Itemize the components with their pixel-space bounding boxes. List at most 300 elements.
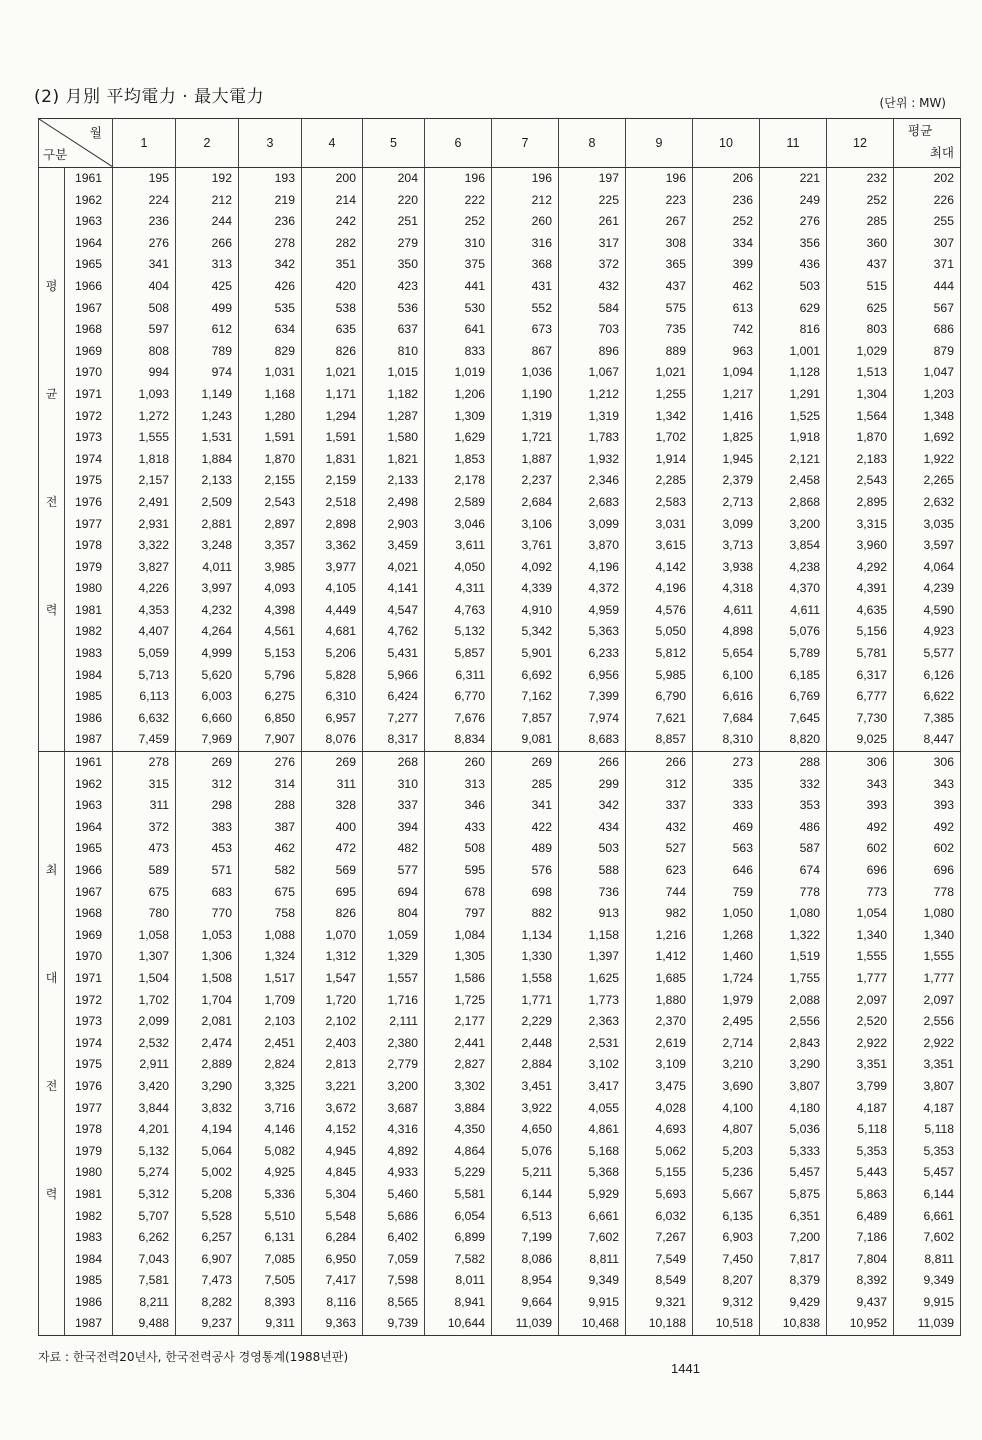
value-cell: 1,555	[827, 946, 894, 968]
value-cell: 797	[425, 903, 492, 925]
value-cell: 5,229	[425, 1162, 492, 1184]
value-cell: 1,088	[239, 925, 302, 947]
value-cell: 9,311	[239, 1313, 302, 1335]
month-header: 11	[760, 119, 827, 168]
value-cell: 9,349	[559, 1270, 626, 1292]
value-cell: 335	[693, 774, 760, 796]
summary-cell: 5,118	[894, 1119, 961, 1141]
value-cell: 425	[176, 276, 239, 298]
value-cell: 4,807	[693, 1119, 760, 1141]
value-cell: 8,954	[492, 1270, 559, 1292]
value-cell: 3,417	[559, 1076, 626, 1098]
value-cell: 269	[176, 752, 239, 774]
value-cell: 4,898	[693, 621, 760, 643]
value-cell: 343	[827, 774, 894, 796]
value-cell: 372	[113, 817, 176, 839]
value-cell: 6,262	[113, 1227, 176, 1249]
value-cell: 4,146	[239, 1119, 302, 1141]
summary-cell: 4,923	[894, 621, 961, 643]
year-cell: 1963	[65, 211, 113, 233]
summary-cell: 1,777	[894, 968, 961, 990]
value-cell: 5,155	[626, 1162, 693, 1184]
value-cell: 6,899	[425, 1227, 492, 1249]
value-cell: 3,870	[559, 535, 626, 557]
value-cell: 4,196	[626, 578, 693, 600]
value-cell: 5,443	[827, 1162, 894, 1184]
table-row	[39, 514, 961, 536]
value-cell: 5,686	[363, 1206, 425, 1228]
value-cell: 3,832	[176, 1098, 239, 1120]
value-cell: 342	[559, 795, 626, 817]
value-cell: 221	[760, 168, 827, 190]
year-cell: 1981	[65, 1184, 113, 1206]
year-cell: 1987	[65, 1313, 113, 1335]
value-cell: 736	[559, 882, 626, 904]
table-row	[39, 946, 961, 968]
value-cell: 5,168	[559, 1141, 626, 1163]
value-cell: 5,929	[559, 1184, 626, 1206]
value-cell: 214	[302, 190, 363, 212]
value-cell: 334	[693, 233, 760, 255]
summary-cell: 686	[894, 319, 961, 341]
value-cell: 9,739	[363, 1313, 425, 1335]
table-row	[39, 990, 961, 1012]
value-cell: 273	[693, 752, 760, 774]
value-cell: 332	[760, 774, 827, 796]
value-cell: 266	[176, 233, 239, 255]
value-cell: 315	[113, 774, 176, 796]
value-cell: 266	[559, 752, 626, 774]
value-cell: 2,081	[176, 1011, 239, 1033]
table-row	[39, 903, 961, 925]
value-cell: 808	[113, 341, 176, 363]
value-cell: 387	[239, 817, 302, 839]
value-cell: 4,999	[176, 643, 239, 665]
value-cell: 9,081	[492, 729, 559, 751]
value-cell: 7,730	[827, 708, 894, 730]
value-cell: 393	[827, 795, 894, 817]
value-cell: 2,495	[693, 1011, 760, 1033]
value-cell: 372	[559, 254, 626, 276]
table-row	[39, 233, 961, 255]
value-cell: 3,807	[760, 1076, 827, 1098]
value-cell: 2,843	[760, 1033, 827, 1055]
value-cell: 360	[827, 233, 894, 255]
summary-cell: 343	[894, 774, 961, 796]
value-cell: 2,229	[492, 1011, 559, 1033]
value-cell: 3,106	[492, 514, 559, 536]
value-cell: 492	[827, 817, 894, 839]
table-row	[39, 341, 961, 363]
value-cell: 5,857	[425, 643, 492, 665]
value-cell: 1,319	[559, 406, 626, 428]
year-cell: 1967	[65, 882, 113, 904]
summary-cell: 1,555	[894, 946, 961, 968]
table-row	[39, 406, 961, 428]
value-cell: 375	[425, 254, 492, 276]
value-cell: 6,489	[827, 1206, 894, 1228]
value-cell: 6,956	[559, 665, 626, 687]
table-row	[39, 1184, 961, 1206]
value-cell: 1,755	[760, 968, 827, 990]
value-cell: 612	[176, 319, 239, 341]
value-cell: 2,111	[363, 1011, 425, 1033]
table-row	[39, 578, 961, 600]
value-cell: 4,316	[363, 1119, 425, 1141]
value-cell: 4,945	[302, 1141, 363, 1163]
value-cell: 5,132	[425, 621, 492, 643]
value-cell: 3,099	[693, 514, 760, 536]
year-cell: 1977	[65, 514, 113, 536]
value-cell: 489	[492, 838, 559, 860]
value-cell: 552	[492, 298, 559, 320]
value-cell: 2,779	[363, 1054, 425, 1076]
table-row	[39, 1206, 961, 1228]
group-label-char: 평	[45, 279, 58, 293]
value-cell: 4,635	[827, 600, 894, 622]
summary-cell: 6,126	[894, 665, 961, 687]
value-cell: 4,398	[239, 600, 302, 622]
value-cell: 195	[113, 168, 176, 190]
value-cell: 634	[239, 319, 302, 341]
value-cell: 1,319	[492, 406, 559, 428]
value-cell: 503	[760, 276, 827, 298]
source-note: 자료 : 한국전력20년사, 한국전력공사 경영통계(1988년판)	[38, 1350, 349, 1364]
value-cell: 2,099	[113, 1011, 176, 1033]
value-cell: 482	[363, 838, 425, 860]
value-cell: 7,804	[827, 1249, 894, 1271]
value-cell: 2,583	[626, 492, 693, 514]
year-cell: 1983	[65, 1227, 113, 1249]
value-cell: 2,177	[425, 1011, 492, 1033]
value-cell: 5,548	[302, 1206, 363, 1228]
value-cell: 536	[363, 298, 425, 320]
value-cell: 577	[363, 860, 425, 882]
year-cell: 1982	[65, 1206, 113, 1228]
value-cell: 6,907	[176, 1249, 239, 1271]
summary-cell: 8,447	[894, 729, 961, 751]
value-cell: 279	[363, 233, 425, 255]
value-cell: 328	[302, 795, 363, 817]
value-cell: 1,305	[425, 946, 492, 968]
value-cell: 9,437	[827, 1292, 894, 1314]
value-cell: 313	[425, 774, 492, 796]
value-cell: 8,282	[176, 1292, 239, 1314]
value-cell: 252	[693, 211, 760, 233]
year-cell: 1979	[65, 1141, 113, 1163]
value-cell: 1,720	[302, 990, 363, 1012]
summary-cell: 2,097	[894, 990, 961, 1012]
value-cell: 789	[176, 341, 239, 363]
value-cell: 7,399	[559, 686, 626, 708]
value-cell: 2,683	[559, 492, 626, 514]
value-cell: 1,070	[302, 925, 363, 947]
value-cell: 341	[113, 254, 176, 276]
value-cell: 4,318	[693, 578, 760, 600]
value-cell: 4,693	[626, 1119, 693, 1141]
value-cell: 1,280	[239, 406, 302, 428]
table-row	[39, 254, 961, 276]
value-cell: 5,304	[302, 1184, 363, 1206]
value-cell: 3,615	[626, 535, 693, 557]
table-body	[39, 168, 961, 1336]
value-cell: 3,221	[302, 1076, 363, 1098]
value-cell: 3,672	[302, 1098, 363, 1120]
table-row	[39, 211, 961, 233]
value-cell: 285	[827, 211, 894, 233]
value-cell: 6,351	[760, 1206, 827, 1228]
value-cell: 4,372	[559, 578, 626, 600]
value-cell: 288	[760, 752, 827, 774]
value-cell: 515	[827, 276, 894, 298]
value-cell: 8,211	[113, 1292, 176, 1314]
value-cell: 313	[176, 254, 239, 276]
year-cell: 1961	[65, 752, 113, 774]
value-cell: 3,611	[425, 535, 492, 557]
value-cell: 3,844	[113, 1098, 176, 1120]
value-cell: 527	[626, 838, 693, 860]
value-cell: 6,903	[693, 1227, 760, 1249]
summary-cell: 7,602	[894, 1227, 961, 1249]
value-cell: 2,931	[113, 514, 176, 536]
value-cell: 4,611	[760, 600, 827, 622]
value-cell: 2,897	[239, 514, 302, 536]
value-cell: 2,911	[113, 1054, 176, 1076]
value-cell: 223	[626, 190, 693, 212]
value-cell: 2,895	[827, 492, 894, 514]
value-cell: 6,135	[693, 1206, 760, 1228]
year-cell: 1971	[65, 384, 113, 406]
value-cell: 9,312	[693, 1292, 760, 1314]
value-cell: 1,050	[693, 903, 760, 925]
value-cell: 7,598	[363, 1270, 425, 1292]
value-cell: 196	[626, 168, 693, 190]
value-cell: 5,581	[425, 1184, 492, 1206]
value-cell: 8,941	[425, 1292, 492, 1314]
value-cell: 314	[239, 774, 302, 796]
value-cell: 8,811	[559, 1249, 626, 1271]
value-cell: 219	[239, 190, 302, 212]
value-cell: 641	[425, 319, 492, 341]
value-cell: 1,307	[113, 946, 176, 968]
value-cell: 1,416	[693, 406, 760, 428]
value-cell: 637	[363, 319, 425, 341]
value-cell: 3,362	[302, 535, 363, 557]
table-row	[39, 860, 961, 882]
month-header: 2	[176, 119, 239, 168]
value-cell: 4,864	[425, 1141, 492, 1163]
value-cell: 426	[239, 276, 302, 298]
table-row	[39, 427, 961, 449]
value-cell: 683	[176, 882, 239, 904]
value-cell: 5,118	[827, 1119, 894, 1141]
value-cell: 4,391	[827, 578, 894, 600]
value-cell: 308	[626, 233, 693, 255]
value-cell: 5,312	[113, 1184, 176, 1206]
value-cell: 3,109	[626, 1054, 693, 1076]
value-cell: 3,799	[827, 1076, 894, 1098]
value-cell: 882	[492, 903, 559, 925]
value-cell: 5,431	[363, 643, 425, 665]
value-cell: 759	[693, 882, 760, 904]
value-cell: 1,555	[113, 427, 176, 449]
value-cell: 1,914	[626, 449, 693, 471]
group-label-char: 력	[45, 1186, 58, 1201]
value-cell: 1,513	[827, 362, 894, 384]
value-cell: 6,275	[239, 686, 302, 708]
table-row	[39, 276, 961, 298]
summary-cell: 226	[894, 190, 961, 212]
value-cell: 4,152	[302, 1119, 363, 1141]
value-cell: 595	[425, 860, 492, 882]
value-cell: 6,790	[626, 686, 693, 708]
value-cell: 1,312	[302, 946, 363, 968]
summary-cell: 567	[894, 298, 961, 320]
value-cell: 735	[626, 319, 693, 341]
summary-cell: 9,915	[894, 1292, 961, 1314]
value-cell: 5,050	[626, 621, 693, 643]
value-cell: 1,853	[425, 449, 492, 471]
value-cell: 4,238	[760, 557, 827, 579]
table-row	[39, 1249, 961, 1271]
value-cell: 1,309	[425, 406, 492, 428]
value-cell: 8,834	[425, 729, 492, 751]
value-cell: 1,128	[760, 362, 827, 384]
year-cell: 1970	[65, 362, 113, 384]
value-cell: 696	[827, 860, 894, 882]
table-row	[39, 1098, 961, 1120]
value-cell: 2,285	[626, 470, 693, 492]
value-cell: 1,945	[693, 449, 760, 471]
value-cell: 6,233	[559, 643, 626, 665]
value-cell: 1,887	[492, 449, 559, 471]
table-row	[39, 1054, 961, 1076]
value-cell: 7,459	[113, 729, 176, 751]
value-cell: 383	[176, 817, 239, 839]
value-cell: 6,616	[693, 686, 760, 708]
value-cell: 1,304	[827, 384, 894, 406]
value-cell: 3,351	[827, 1054, 894, 1076]
value-cell: 1,870	[827, 427, 894, 449]
table-row	[39, 1313, 961, 1335]
summary-cell: 307	[894, 233, 961, 255]
value-cell: 5,707	[113, 1206, 176, 1228]
value-cell: 6,311	[425, 665, 492, 687]
value-cell: 3,102	[559, 1054, 626, 1076]
value-cell: 6,950	[302, 1249, 363, 1271]
value-cell: 1,019	[425, 362, 492, 384]
year-cell: 1968	[65, 903, 113, 925]
table-row	[39, 838, 961, 860]
value-cell: 311	[302, 774, 363, 796]
value-cell: 1,287	[363, 406, 425, 428]
value-cell: 5,076	[492, 1141, 559, 1163]
value-cell: 7,974	[559, 708, 626, 730]
table-row	[39, 925, 961, 947]
value-cell: 1,322	[760, 925, 827, 947]
value-cell: 3,761	[492, 535, 559, 557]
value-cell: 6,692	[492, 665, 559, 687]
value-cell: 2,520	[827, 1011, 894, 1033]
value-cell: 7,450	[693, 1249, 760, 1271]
value-cell: 2,922	[827, 1033, 894, 1055]
value-cell: 4,142	[626, 557, 693, 579]
value-cell: 278	[239, 233, 302, 255]
value-cell: 5,064	[176, 1141, 239, 1163]
value-cell: 6,632	[113, 708, 176, 730]
year-cell: 1964	[65, 233, 113, 255]
value-cell: 6,513	[492, 1206, 559, 1228]
value-cell: 10,468	[559, 1313, 626, 1335]
value-cell: 810	[363, 341, 425, 363]
value-cell: 3,210	[693, 1054, 760, 1076]
value-cell: 8,857	[626, 729, 693, 751]
value-cell: 2,868	[760, 492, 827, 514]
year-cell: 1984	[65, 665, 113, 687]
summary-cell: 5,577	[894, 643, 961, 665]
value-cell: 2,903	[363, 514, 425, 536]
year-cell: 1970	[65, 946, 113, 968]
value-cell: 804	[363, 903, 425, 925]
value-cell: 584	[559, 298, 626, 320]
value-cell: 310	[363, 774, 425, 796]
value-cell: 7,505	[239, 1270, 302, 1292]
value-cell: 3,854	[760, 535, 827, 557]
unit-note: (단위 : MW)	[879, 96, 946, 110]
value-cell: 4,861	[559, 1119, 626, 1141]
value-cell: 7,969	[176, 729, 239, 751]
value-cell: 6,032	[626, 1206, 693, 1228]
summary-cell: 3,351	[894, 1054, 961, 1076]
value-cell: 337	[626, 795, 693, 817]
value-cell: 8,393	[239, 1292, 302, 1314]
value-cell: 2,889	[176, 1054, 239, 1076]
value-cell: 3,690	[693, 1076, 760, 1098]
value-cell: 2,088	[760, 990, 827, 1012]
value-cell: 1,268	[693, 925, 760, 947]
value-cell: 7,857	[492, 708, 559, 730]
summary-cell: 3,807	[894, 1076, 961, 1098]
value-cell: 462	[693, 276, 760, 298]
value-cell: 3,475	[626, 1076, 693, 1098]
summary-cell: 2,556	[894, 1011, 961, 1033]
value-cell: 420	[302, 276, 363, 298]
value-cell: 2,133	[363, 470, 425, 492]
value-cell: 2,458	[760, 470, 827, 492]
value-cell: 1,036	[492, 362, 559, 384]
value-cell: 4,264	[176, 621, 239, 643]
value-cell: 333	[693, 795, 760, 817]
value-cell: 5,062	[626, 1141, 693, 1163]
value-cell: 1,460	[693, 946, 760, 968]
value-cell: 6,424	[363, 686, 425, 708]
value-cell: 4,576	[626, 600, 693, 622]
value-cell: 368	[492, 254, 559, 276]
value-cell: 3,099	[559, 514, 626, 536]
value-cell: 1,783	[559, 427, 626, 449]
value-cell: 5,693	[626, 1184, 693, 1206]
value-cell: 431	[492, 276, 559, 298]
value-cell: 2,884	[492, 1054, 559, 1076]
value-cell: 3,985	[239, 557, 302, 579]
value-cell: 974	[176, 362, 239, 384]
value-cell: 675	[113, 882, 176, 904]
year-cell: 1980	[65, 1162, 113, 1184]
value-cell: 433	[425, 817, 492, 839]
year-cell: 1976	[65, 492, 113, 514]
summary-cell: 602	[894, 838, 961, 860]
value-cell: 1,825	[693, 427, 760, 449]
